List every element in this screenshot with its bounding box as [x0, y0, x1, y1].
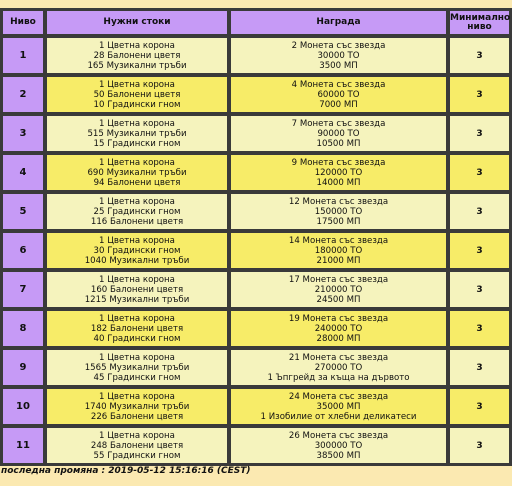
row-level: 4: [2, 154, 44, 191]
row-min-level: 3: [449, 232, 510, 269]
reward-line: 60000 ТО: [317, 89, 360, 100]
row-min-level: 3: [449, 427, 510, 464]
reward-line: 1 Изобилие от хлебни деликатеси: [260, 411, 417, 422]
row-reward: [230, 232, 447, 269]
row-min-level: 3: [449, 271, 510, 308]
goods-line: 1 Цветна корона: [99, 274, 175, 285]
row-reward: [230, 115, 447, 152]
goods-line: 50 Балонени цветя: [93, 89, 181, 100]
reward-line: 7000 МП: [319, 99, 358, 110]
row-level: 5: [2, 193, 44, 230]
row-level: 6: [2, 232, 44, 269]
goods-line: 1 Цветна корона: [99, 391, 175, 402]
goods-line: 1740 Музикални тръби: [84, 401, 190, 412]
reward-line: 24500 МП: [316, 294, 361, 305]
row-goods: [46, 349, 228, 386]
reward-line: 35000 МП: [316, 401, 361, 412]
reward-line: 21000 МП: [316, 255, 361, 266]
row-goods: [46, 271, 228, 308]
reward-line: 120000 ТО: [314, 167, 363, 178]
row-reward: [230, 193, 447, 230]
table-body: [2, 37, 510, 464]
goods-line: 45 Градински гном: [93, 372, 181, 383]
row-reward: [230, 388, 447, 425]
goods-line: 1565 Музикални тръби: [84, 362, 190, 373]
table-header-row: [2, 10, 510, 35]
header-min-level-line2: ниво: [467, 21, 492, 32]
goods-line: 1 Цветна корона: [99, 313, 175, 324]
goods-line: 1 Цветна корона: [99, 79, 175, 90]
goods-line: 15 Градински гном: [93, 138, 181, 149]
goods-line: 30 Градински гном: [93, 245, 181, 256]
reward-line: 17 Монета със звезда: [288, 274, 389, 285]
row-level: 1: [2, 37, 44, 74]
table-row: [2, 388, 510, 425]
reward-line: 150000 ТО: [314, 206, 363, 217]
row-reward: [230, 76, 447, 113]
goods-line: 28 Балонени цветя: [93, 50, 181, 61]
header-min-level-line1: Минимално: [450, 12, 511, 23]
row-level: 7: [2, 271, 44, 308]
reward-line: 270000 ТО: [314, 362, 363, 373]
reward-line: 19 Монета със звезда: [288, 313, 389, 324]
table-row: [2, 310, 510, 347]
last-modified-footer: последна промяна : 2019-05-12 15:16:16 (CEST): [1, 466, 251, 476]
row-goods: [46, 310, 228, 347]
reward-line: 26 Монета със звезда: [288, 430, 389, 441]
row-goods: [46, 115, 228, 152]
goods-line: 1 Цветна корона: [99, 40, 175, 51]
row-goods: [46, 76, 228, 113]
reward-line: 3500 МП: [319, 60, 358, 71]
reward-line: 10500 МП: [316, 138, 361, 149]
goods-line: 515 Музикални тръби: [87, 128, 187, 139]
table-row: [2, 154, 510, 191]
reward-line: 180000 ТО: [314, 245, 363, 256]
row-level: 8: [2, 310, 44, 347]
table-row: [2, 232, 510, 269]
row-min-level: 3: [449, 154, 510, 191]
row-min-level: 3: [449, 310, 510, 347]
goods-line: 1 Цветна корона: [99, 196, 175, 207]
row-reward: [230, 37, 447, 74]
reward-line: 4 Монета със звезда: [291, 79, 386, 90]
goods-line: 226 Балонени цветя: [90, 411, 184, 422]
reward-line: 21 Монета със звезда: [288, 352, 389, 363]
reward-line: 300000 ТО: [314, 440, 363, 451]
goods-line: 1 Цветна корона: [99, 235, 175, 246]
row-reward: [230, 154, 447, 191]
reward-line: 7 Монета със звезда: [291, 118, 386, 129]
goods-line: 1215 Музикални тръби: [84, 294, 190, 305]
row-level: 11: [2, 427, 44, 464]
row-goods: [46, 427, 228, 464]
reward-line: 210000 ТО: [314, 284, 363, 295]
reward-line: 14000 МП: [316, 177, 361, 188]
row-min-level: 3: [449, 76, 510, 113]
row-goods: [46, 388, 228, 425]
row-level: 9: [2, 349, 44, 386]
goods-line: 10 Градински гном: [93, 99, 181, 110]
goods-line: 94 Балонени цветя: [93, 177, 181, 188]
reward-line: 28000 МП: [316, 333, 361, 344]
reward-line: 30000 ТО: [317, 50, 360, 61]
header-level: Ниво: [2, 10, 44, 35]
reward-line: 1 Ъпгрейд за къща на дървото: [267, 372, 410, 383]
row-level: 10: [2, 388, 44, 425]
header-reward: Награда: [230, 10, 447, 35]
table-row: [2, 349, 510, 386]
row-min-level: 3: [449, 388, 510, 425]
reward-line: 17500 МП: [316, 216, 361, 227]
reward-line: 2 Монета със звезда: [291, 40, 386, 51]
row-reward: [230, 271, 447, 308]
reward-line: 9 Монета със звезда: [291, 157, 386, 168]
reward-line: 14 Монета със звезда: [288, 235, 389, 246]
goods-line: 1 Цветна корона: [99, 157, 175, 168]
goods-line: 160 Балонени цветя: [90, 284, 184, 295]
reward-line: 24 Монета със звезда: [288, 391, 389, 402]
table-row: [2, 427, 510, 464]
goods-line: 1 Цветна корона: [99, 118, 175, 129]
row-goods: [46, 37, 228, 74]
row-level: 3: [2, 115, 44, 152]
table-row: [2, 193, 510, 230]
row-min-level: 3: [449, 193, 510, 230]
row-reward: [230, 349, 447, 386]
table-row: [2, 271, 510, 308]
goods-line: 1040 Музикални тръби: [84, 255, 190, 266]
goods-line: 55 Градински гном: [93, 450, 181, 461]
reward-line: 38500 МП: [316, 450, 361, 461]
goods-line: 1 Цветна корона: [99, 430, 175, 441]
goods-line: 116 Балонени цветя: [90, 216, 184, 227]
row-goods: [46, 193, 228, 230]
goods-line: 248 Балонени цветя: [90, 440, 184, 451]
row-min-level: 3: [449, 37, 510, 74]
row-level: 2: [2, 76, 44, 113]
row-reward: [230, 310, 447, 347]
header-goods: Нужни стоки: [46, 10, 228, 35]
goods-line: 690 Музикални тръби: [87, 167, 187, 178]
header-min-level: [449, 10, 510, 35]
row-goods: [46, 232, 228, 269]
row-reward: [230, 427, 447, 464]
table-row: [2, 115, 510, 152]
row-goods: [46, 154, 228, 191]
reward-line: 12 Монета със звезда: [288, 196, 389, 207]
reward-line: 240000 ТО: [314, 323, 363, 334]
goods-line: 165 Музикални тръби: [87, 60, 187, 71]
goods-line: 1 Цветна корона: [99, 352, 175, 363]
level-rewards-table: [0, 8, 512, 466]
row-min-level: 3: [449, 349, 510, 386]
goods-line: 40 Градински гном: [93, 333, 181, 344]
goods-line: 182 Балонени цветя: [90, 323, 184, 334]
row-min-level: 3: [449, 115, 510, 152]
reward-line: 90000 ТО: [317, 128, 360, 139]
goods-line: 25 Градински гном: [93, 206, 181, 217]
table-row: [2, 76, 510, 113]
table-row: [2, 37, 510, 74]
